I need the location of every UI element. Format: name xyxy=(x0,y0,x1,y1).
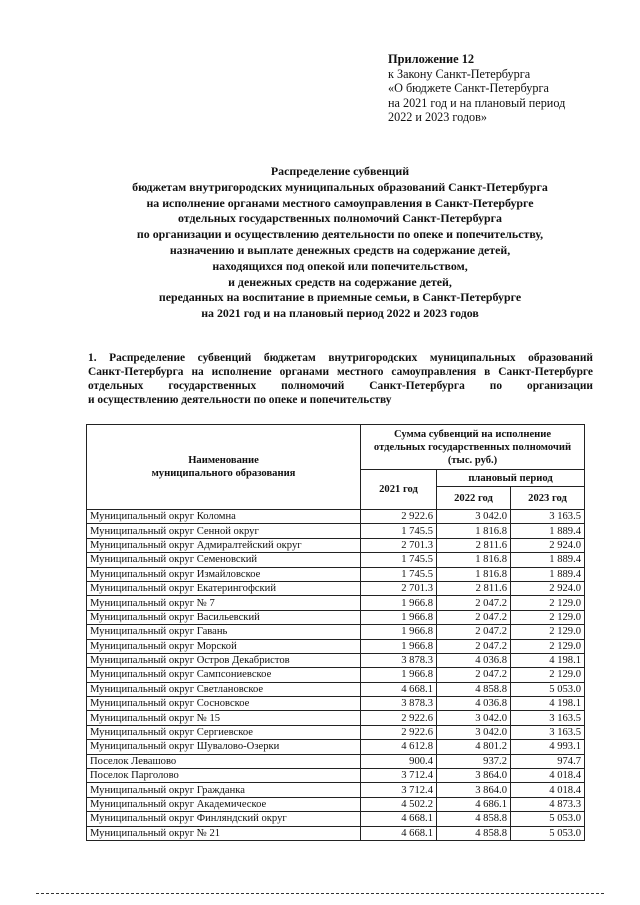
cell-2022: 4 036.8 xyxy=(437,653,511,667)
cell-2022: 4 858.8 xyxy=(437,826,511,840)
table-row xyxy=(87,567,585,581)
table-row xyxy=(87,812,585,826)
table-row xyxy=(87,668,585,682)
cell-2021: 4 502.2 xyxy=(361,797,437,811)
cell-name: Поселок Левашово xyxy=(87,754,361,768)
cell-name: Поселок Парголово xyxy=(87,769,361,783)
cell-2023: 4 018.4 xyxy=(511,769,585,783)
cell-name: Муниципальный округ Гавань xyxy=(87,625,361,639)
table-row xyxy=(87,740,585,754)
cell-2021: 1 745.5 xyxy=(361,567,437,581)
cell-2022: 4 801.2 xyxy=(437,740,511,754)
bottom-divider xyxy=(36,893,604,894)
cell-2021: 3 712.4 xyxy=(361,769,437,783)
cell-2021: 1 966.8 xyxy=(361,596,437,610)
cell-2022: 1 816.8 xyxy=(437,567,511,581)
cell-2023: 2 129.0 xyxy=(511,610,585,624)
cell-name: Муниципальный округ № 7 xyxy=(87,596,361,610)
cell-2023: 4 873.3 xyxy=(511,797,585,811)
cell-name: Муниципальный округ Гражданка xyxy=(87,783,361,797)
cell-2022: 4 858.8 xyxy=(437,682,511,696)
cell-2022: 2 047.2 xyxy=(437,639,511,653)
table-row xyxy=(87,524,585,538)
cell-2022: 1 816.8 xyxy=(437,553,511,567)
table-row xyxy=(87,553,585,567)
cell-name: Муниципальный округ Шувалово-Озерки xyxy=(87,740,361,754)
cell-2022: 3 864.0 xyxy=(437,783,511,797)
cell-2023: 2 129.0 xyxy=(511,639,585,653)
cell-2022: 4 686.1 xyxy=(437,797,511,811)
section-heading-line: и осуществлению деятельности по опеке и попечительству xyxy=(88,394,392,406)
cell-2022: 3 864.0 xyxy=(437,769,511,783)
table-row xyxy=(87,596,585,610)
cell-2022: 1 816.8 xyxy=(437,524,511,538)
cell-name: Муниципальный округ Васильевский xyxy=(87,610,361,624)
section-heading-line: отдельных государственных полномочий Санкт-Петербурга по организации xyxy=(88,380,593,392)
title-line: на 2021 год и на плановый период 2022 и 2023 годов xyxy=(201,306,479,321)
appendix-line: «О бюджете Санкт-Петербурга xyxy=(388,81,549,96)
cell-name: Муниципальный округ Семеновский xyxy=(87,553,361,567)
cell-2023: 4 018.4 xyxy=(511,783,585,797)
cell-2023: 3 163.5 xyxy=(511,711,585,725)
title-line: по организации и осуществлению деятельности по опеке и попечительству, xyxy=(136,227,544,242)
cell-name: Муниципальный округ Морской xyxy=(87,639,361,653)
cell-name: Муниципальный округ Сосновское xyxy=(87,697,361,711)
cell-2022: 2 811.6 xyxy=(437,538,511,552)
cell-2021: 1 966.8 xyxy=(361,610,437,624)
cell-2021: 3 712.4 xyxy=(361,783,437,797)
table-row xyxy=(87,826,585,840)
cell-2021: 4 668.1 xyxy=(361,682,437,696)
appendix-line: 2022 и 2023 годов» xyxy=(388,110,487,125)
cell-name: Муниципальный округ Сампсониевское xyxy=(87,668,361,682)
cell-2021: 3 878.3 xyxy=(361,697,437,711)
cell-2023: 2 129.0 xyxy=(511,625,585,639)
cell-name: Муниципальный округ Академическое xyxy=(87,797,361,811)
cell-2023: 2 129.0 xyxy=(511,668,585,682)
cell-2021: 1 745.5 xyxy=(361,524,437,538)
cell-name: Муниципальный округ Светлановское xyxy=(87,682,361,696)
cell-2021: 3 878.3 xyxy=(361,653,437,667)
cell-2021: 1 966.8 xyxy=(361,668,437,682)
subsidy-table xyxy=(86,424,585,841)
title-line: находящихся под опекой или попечительством, xyxy=(212,258,468,273)
table-row xyxy=(87,769,585,783)
table-row xyxy=(87,581,585,595)
cell-2021: 2 922.6 xyxy=(361,711,437,725)
cell-2023: 1 889.4 xyxy=(511,524,585,538)
cell-name: Муниципальный округ Екатерингофский xyxy=(87,581,361,595)
cell-2023: 4 198.1 xyxy=(511,653,585,667)
appendix-line: к Закону Санкт-Петербурга xyxy=(388,66,531,81)
column-header-2023: 2023 год xyxy=(511,487,585,510)
cell-2022: 2 811.6 xyxy=(437,581,511,595)
cell-name: Муниципальный округ Сенной округ xyxy=(87,524,361,538)
cell-2023: 2 129.0 xyxy=(511,596,585,610)
appendix-title: Приложение 12 xyxy=(388,52,475,66)
cell-2022: 4 858.8 xyxy=(437,812,511,826)
column-header-name xyxy=(87,425,361,510)
cell-2022: 3 042.0 xyxy=(437,510,511,524)
cell-name: Муниципальный округ Сергиевское xyxy=(87,725,361,739)
section-heading-line: Санкт-Петербурга на исполнение органами местного самоуправления в Санкт-Петербурге xyxy=(88,366,593,378)
header-sum-line: отдельных государственных полномочий xyxy=(373,441,572,453)
cell-2023: 974.7 xyxy=(511,754,585,768)
column-header-sum xyxy=(361,425,585,470)
table-row xyxy=(87,725,585,739)
table-row xyxy=(87,754,585,768)
document-title xyxy=(80,164,600,322)
cell-2023: 5 053.0 xyxy=(511,812,585,826)
header-sum-line: Сумма субвенций на исполнение xyxy=(393,428,552,440)
table-row xyxy=(87,510,585,524)
cell-2023: 3 163.5 xyxy=(511,725,585,739)
cell-2021: 4 668.1 xyxy=(361,812,437,826)
cell-2021: 1 966.8 xyxy=(361,639,437,653)
title-line: и денежных средств на содержание детей, xyxy=(228,274,452,289)
table-row xyxy=(87,783,585,797)
cell-2021: 2 701.3 xyxy=(361,581,437,595)
cell-2022: 937.2 xyxy=(437,754,511,768)
cell-2022: 2 047.2 xyxy=(437,610,511,624)
column-header-2022: 2022 год xyxy=(437,487,511,510)
cell-2021: 2 701.3 xyxy=(361,538,437,552)
cell-name: Муниципальный округ № 21 xyxy=(87,826,361,840)
cell-2023: 3 163.5 xyxy=(511,510,585,524)
cell-2022: 2 047.2 xyxy=(437,596,511,610)
cell-2023: 1 889.4 xyxy=(511,553,585,567)
cell-2022: 3 042.0 xyxy=(437,711,511,725)
title-line: назначению и выплате денежных средств на содержание детей, xyxy=(169,242,511,257)
cell-name: Муниципальный округ Измайловское xyxy=(87,567,361,581)
cell-2021: 1 966.8 xyxy=(361,625,437,639)
column-header-2021: 2021 год xyxy=(361,470,437,510)
cell-2021: 4 668.1 xyxy=(361,826,437,840)
cell-2021: 2 922.6 xyxy=(361,510,437,524)
table-row xyxy=(87,639,585,653)
cell-2022: 3 042.0 xyxy=(437,725,511,739)
table-row xyxy=(87,653,585,667)
cell-2022: 2 047.2 xyxy=(437,668,511,682)
table-body xyxy=(87,510,585,841)
title-line: бюджетам внутригородских муниципальных образований Санкт-Петербурга xyxy=(132,179,548,194)
cell-2023: 2 924.0 xyxy=(511,538,585,552)
cell-2023: 1 889.4 xyxy=(511,567,585,581)
section-heading-line: 1. Распределение субвенций бюджетам внутригородских муниципальных образований xyxy=(88,352,593,364)
cell-2022: 2 047.2 xyxy=(437,625,511,639)
cell-name: Муниципальный округ Остров Декабристов xyxy=(87,653,361,667)
table-row xyxy=(87,610,585,624)
cell-2023: 4 198.1 xyxy=(511,697,585,711)
table-row xyxy=(87,711,585,725)
cell-2022: 4 036.8 xyxy=(437,697,511,711)
appendix-block xyxy=(388,52,618,125)
table-row xyxy=(87,538,585,552)
cell-2021: 1 745.5 xyxy=(361,553,437,567)
cell-name: Муниципальный округ Адмиралтейский округ xyxy=(87,538,361,552)
title-line: переданных на воспитание в приемные семьи, в Санкт-Петербурге xyxy=(158,290,522,305)
table-row xyxy=(87,797,585,811)
title-line: Распределение субвенций xyxy=(270,164,410,178)
header-name-line: Наименование xyxy=(188,455,259,466)
cell-2023: 5 053.0 xyxy=(511,682,585,696)
appendix-line: на 2021 год и на плановый период xyxy=(388,95,566,110)
cell-2023: 5 053.0 xyxy=(511,826,585,840)
header-sum-line: (тыс. руб.) xyxy=(447,454,498,466)
title-line: отдельных государственных полномочий Санкт-Петербурга xyxy=(178,211,502,226)
cell-name: Муниципальный округ № 15 xyxy=(87,711,361,725)
table-row xyxy=(87,682,585,696)
cell-2023: 4 993.1 xyxy=(511,740,585,754)
column-header-planned: плановый период xyxy=(437,470,585,487)
cell-2021: 900.4 xyxy=(361,754,437,768)
header-name-line: муниципального образования xyxy=(151,468,296,479)
title-line: на исполнение органами местного самоуправления в Санкт-Петербурге xyxy=(146,195,534,210)
section-heading xyxy=(88,351,593,407)
cell-name: Муниципальный округ Коломна xyxy=(87,510,361,524)
table-row xyxy=(87,697,585,711)
table-row xyxy=(87,625,585,639)
cell-2023: 2 924.0 xyxy=(511,581,585,595)
cell-2021: 4 612.8 xyxy=(361,740,437,754)
cell-name: Муниципальный округ Финляндский округ xyxy=(87,812,361,826)
cell-2021: 2 922.6 xyxy=(361,725,437,739)
